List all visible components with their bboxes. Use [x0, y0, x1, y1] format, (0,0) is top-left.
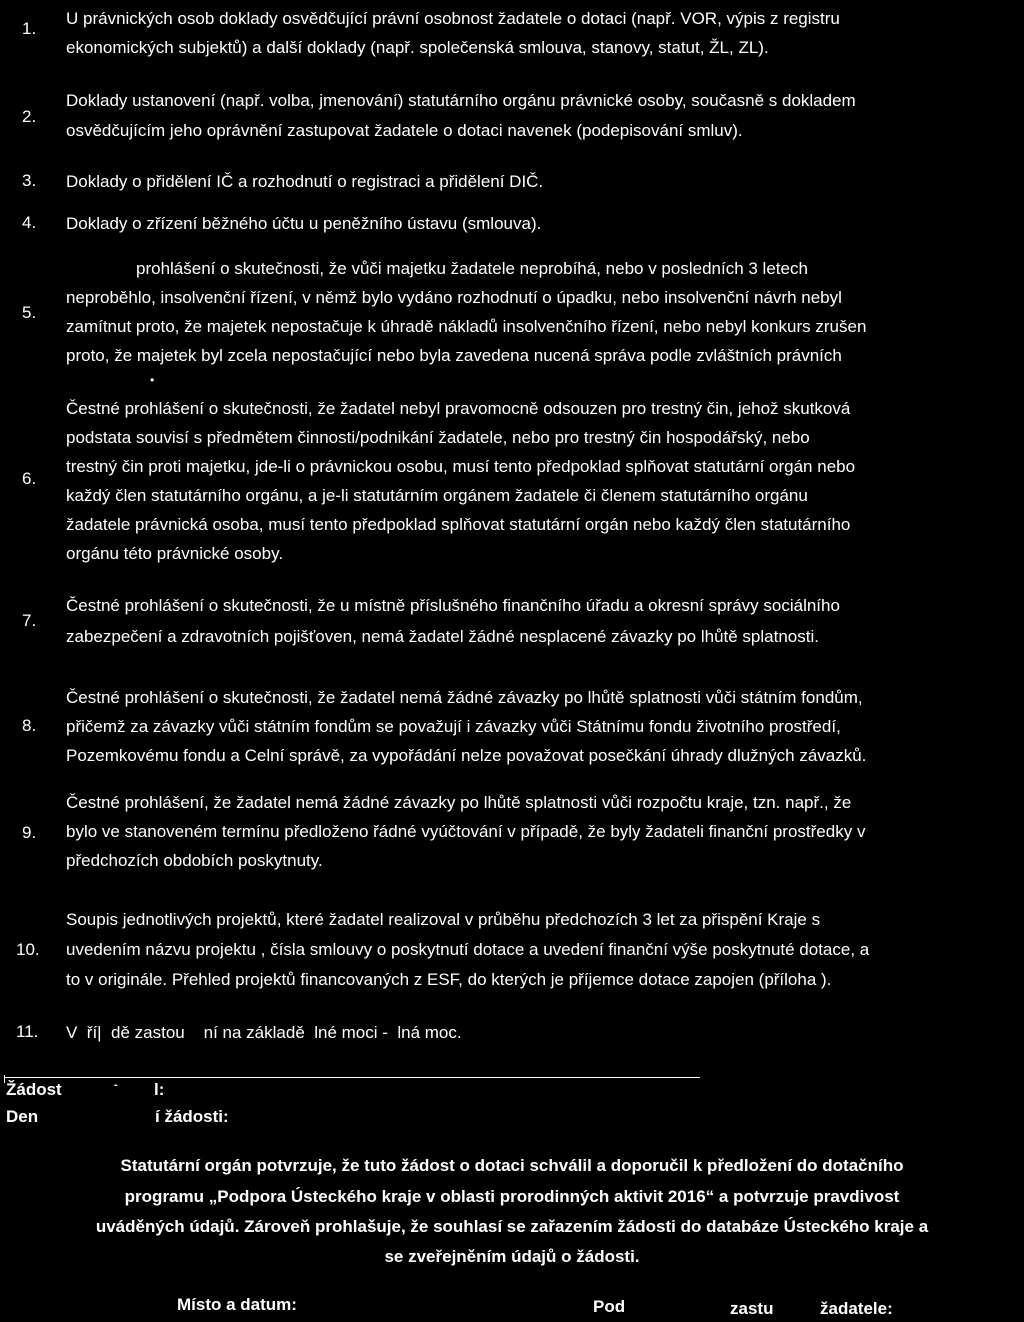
signature-label-part1: Pod [593, 1297, 626, 1316]
form-label-day: Den [6, 1107, 39, 1126]
item-number: 3. [22, 171, 37, 190]
signature-label-part3: žadatele: [820, 1299, 893, 1318]
item-number: 10. [16, 940, 40, 959]
form-label-submission: í žádosti: [155, 1107, 229, 1126]
item-number: 4. [22, 213, 37, 232]
item-number: 6. [22, 469, 37, 488]
item-text: U právnických osob doklady osvědčující právní osobnost žadatele o dotaci (např. VOR, výpis z registru ekonomických subjektů) a další doklady (např. společenská smlouva, stanovy, statut, ŽL, ZL). [66, 9, 840, 57]
item-text: Čestné prohlášení o skutečnosti, že žadatel nebyl pravomocně odsouzen pro trestný čin, jehož skutková podstata souvisí s předmětem činnosti/podnikání žadatele, nebo pro trestný čin hospodářský, nebo trestný čin proti majetku, jde-li o právnickou osobu, musí tento předpoklad splňovat statutární orgán nebo každý člen statutárního orgánu, a je-li statutárním orgánem žadatele či členem statutárního orgánu žadatele právnická osoba, musí tento předpoklad splňovat statutární orgán nebo každý člen statutárního orgánu této právnické osoby. [66, 399, 856, 563]
divider-tick [4, 1075, 5, 1083]
item-text: Soupis jednotlivých projektů, které žadatel realizoval v průběhu předchozích 3 let za přispění Kraje s uvedením názvu projektu , čísla smlouvy o poskytnutí dotace a uvedení finanční výše poskytnuté dotace, a to v originále. Přehled projektů financovaných z ESF, do kterých je příjemce dotace zapojen (příloha ). [66, 910, 870, 989]
item-number: 9. [22, 823, 37, 842]
divider-line [4, 1077, 700, 1078]
item-text: prohlášení o skutečnosti, že vůči majetku žadatele neprobíhá, nebo v posledních 3 letech neproběhlo, insolvenční řízení, v němž bylo vydáno rozhodnutí o úpadku, nebo insolvenční návrh nebyl zamítnut proto, že majetek nepostačuje k úhradě nákladů insolvenčního řízení, nebo nebyl konkurs zrušen proto, že majetek byl zcela nepostačující nebo byla zavedena nucená správa podle zvláštních právních [66, 259, 867, 365]
item-text: V ří| dě zastou ní na základě lné moci - lná moc. [66, 1023, 462, 1042]
item-text: Doklady ustanovení (např. volba, jmenování) statutárního orgánu právnické osoby, současně s dokladem osvědčujícím jeho oprávnění zastupovat žadatele o dotaci navenek (podepisování smluv). [66, 91, 856, 140]
place-date-label: Místo a datum: [177, 1295, 297, 1314]
item-number: 8. [22, 716, 37, 735]
item-number: 1. [22, 19, 37, 38]
item-text: Doklady o přidělení IČ a rozhodnutí o registraci a přidělení DIČ. [66, 172, 544, 191]
item-text: Čestné prohlášení o skutečnosti, že u místně příslušného finančního úřadu a okresní správy sociálního zabezpečení a zdravotních pojišťoven, nemá žadatel žádné nesplacené závazky po lhůtě splatnosti. [66, 596, 840, 646]
item-number: 11. [16, 1022, 39, 1041]
item-text: Doklady o zřízení běžného účtu u peněžního ústavu (smlouva). [66, 214, 542, 233]
item-text: Čestné prohlášení, že žadatel nemá žádné závazky po lhůtě splatnosti vůči rozpočtu kraje, tzn. např., že bylo ve stanoveném termínu předloženo řádné vyúčtování v případě, že byly žadateli finanční prostředky v předchozích obdobích poskytnuty. [66, 793, 866, 870]
signature-label-part2: zastu [730, 1299, 774, 1318]
confirmation-statement: Statutární orgán potvrzuje, že tuto žádost o dotaci schválil a doporučil k předložení do dotačního programu „Podpora Ústeckého kraje v oblasti prorodinných aktivit 2016“ a potvrzuje pravdivost uváděných údajů. Zároveň prohlašuje, že souhlasí se zařazením žádosti do databáze Ústeckého kraje a se zveřejněním údajů o žádosti. [95, 1156, 929, 1266]
item-number: 2. [22, 107, 37, 126]
item-number: 5. [22, 303, 37, 322]
item-text: Čestné prohlášení o skutečnosti, že žadatel nemá žádné závazky po lhůtě splatnosti vůči státním fondům, přičemž za závazky vůči státním fondům se považují i závazky vůči Státnímu fondu životního prostředí, Pozemkovému fondu a Celní správě, za vypořádání nelze považovat posečkání úhrady dlužných závazků. [66, 688, 867, 765]
stray-mark: • [150, 373, 155, 387]
form-label-application: Žádost [6, 1080, 62, 1099]
form-label-applicant: l: [154, 1080, 165, 1099]
item-number: 7. [22, 611, 37, 630]
form-mark: - [114, 1079, 118, 1091]
